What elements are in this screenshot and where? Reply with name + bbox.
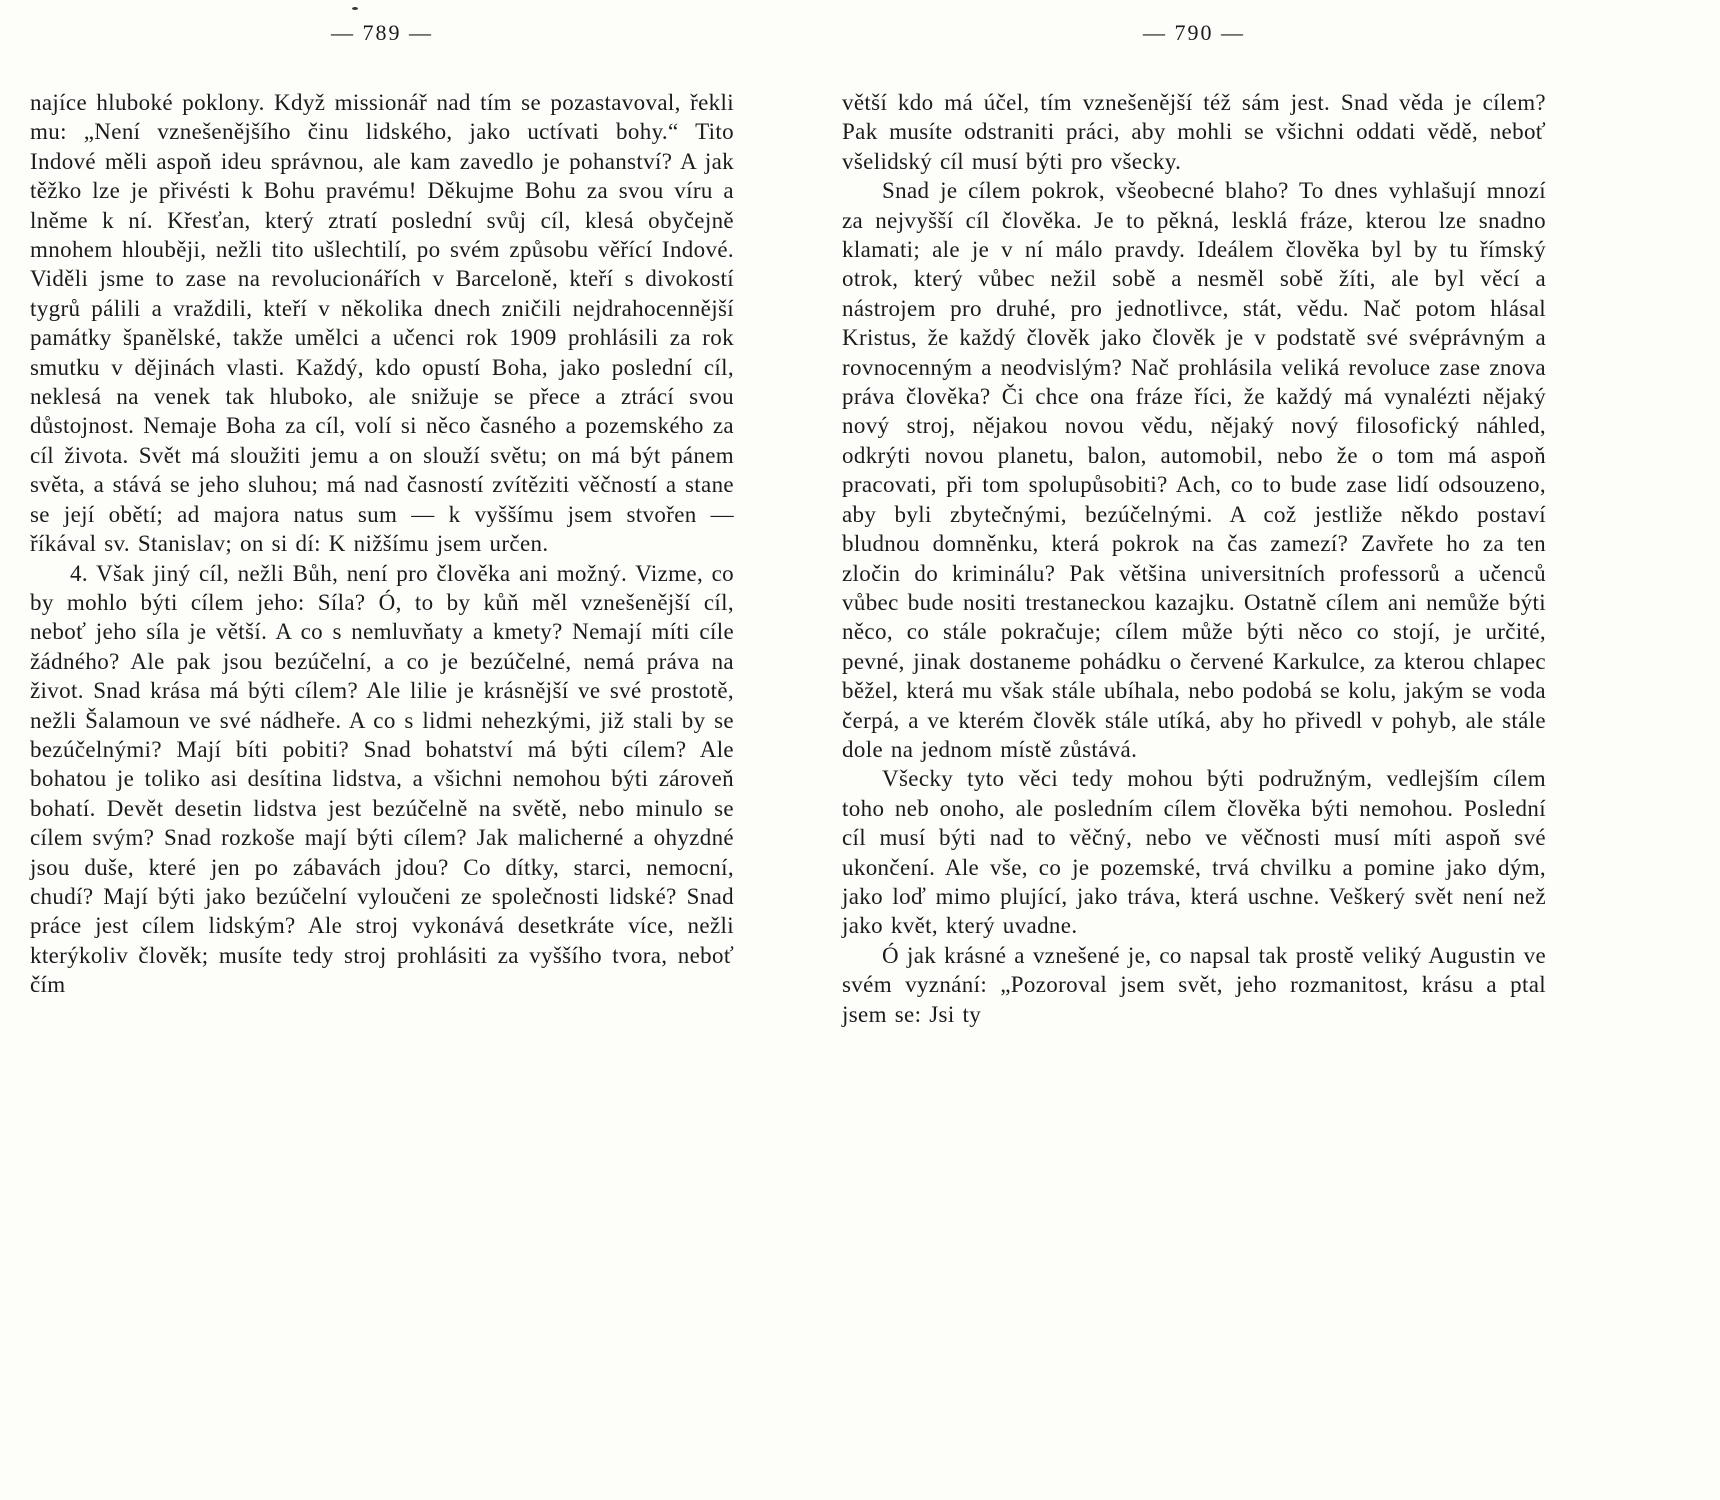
page-body-right	[842, 88, 1546, 1029]
paragraph: Všecky tyto věci tedy mohou býti podružným, vedlejším cílem toho neb onoho, ale posledním cílem člověka býti nemohou. Poslední cíl musí býti nad to věčný, nebo ve věčnosti musí míti aspoň své ukončení. Ale vše, co je pozemské, trvá chvilku a pomine jako dým, jako loď mimo plující, jako tráva, která uschne. Veškerý svět není než jako květ, který uvadne.	[842, 766, 1546, 939]
paragraph: Snad je cílem pokrok, všeobecné blaho? To dnes vyhlašují mnozí za nejvyšší cíl člověka. Je to pěkná, lesklá fráze, kterou lze snadno klamati; ale je v ní málo pravdy. Ideálem člověka byl by tu římský otrok, který vůbec nežil sobě a nesměl sobě žíti, ale byl věcí a nástrojem pro druhé, pro jednotlivce, stát, vědu. Nač potom hlásal Kristus, že každý člověk jako člověk je v podstatě své svéprávným a rovnocenným a neodvislým? Nač prohlásila veliká revoluce zase znova práva člověka? Či chce ona fráze říci, že každý má vynalézti nějaký nový stroj, nějakou novou vědu, nějaký nový filosofický náhled, odkrýti novou planetu, balon, automobil, nebo že o tom má aspoň pracovati, při tom spolupůsobiti? Ach, co to bude zase lidí odsouzeno, aby byli zbytečnými, bezúčelnými. A což jestliže někdo postaví bludnou domněnku, která pokrok na čas zamezí? Zavřete ho za ten zločin do kriminálu? Pak většina universitních professorů a učenců vůbec bude nositi trestaneckou kazajku. Ostatně cílem ani nemůže býti něco, co stále pokračuje; cílem může býti něco co stojí, je určité, pevné, jinak dostaneme pohádku o červené Karkulce, za kterou chlapec běžel, která mu však stále ubíhala, nebo podobá se kolu, jakým se voda čerpá, a ve kterém člověk stále utíká, aby ho přivedl v pohyb, ale stále dole na jednom místě zůstává.	[842, 178, 1546, 762]
paragraph: větší kdo má účel, tím vznešenější též sám jest. Snad věda je cílem? Pak musíte odstraniti práci, aby mohli se všichni oddati vědě, neboť všelidský cíl musí býti pro všecky.	[842, 90, 1546, 174]
page-left	[30, 20, 734, 1000]
page-number-left: — 789 —	[331, 20, 433, 45]
paragraph: Ó jak krásné a vznešené je, co napsal tak prostě veliký Augustin ve svém vyznání: „Pozoroval jsem svět, jeho rozmanitost, krásu a ptal jsem se: Jsi ty	[842, 942, 1546, 1027]
paragraph: najíce hluboké poklony. Když missionář nad tím se pozastavoval, řekli mu: „Není vznešenějšího činu lidského, jako uctívati bohy.“ Tito Indové měli aspoň ideu správnou, ale kam zavedlo je pohanství? A jak těžko lze je přivésti k Bohu pravému! Děkujme Bohu za svou víru a lněme k ní. Křesťan, který ztratí poslední svůj cíl, klesá obyčejně mnohem hlouběji, nežli tito ušlechtilí, po svém způsobu věřící Indové. Viděli jsme to zase na revolucionářích v Barceloně, kteří s divokostí tygrů pálili a vraždili, kteří v několika dnech zničili nejdrahocennější památky španělské, takže umělci a učenci rok 1909 prohlásili za rok smutku v dějinách vlasti. Každý, kdo opustí Boha, jako poslední cíl, neklesá na venek tak hluboko, ale snižuje se přece a ztrácí svou důstojnost. Nemaje Boha za cíl, volí si něco časného a pozemského za cíl života. Svět má sloužiti jemu a on slouží světu; on má být pánem světa, a stává se jeho sluhou; má nad časností zvítěziti věčností a stane se její obětí; ad majora natus sum — k vyššímu jsem stvořen — říkával sv. Stanislav; on si dí: K nižšímu jsem určen.	[30, 90, 734, 557]
page-number-right: — 790 —	[1143, 20, 1245, 45]
paragraph: 4. Však jiný cíl, nežli Bůh, není pro člověka ani možný. Vizme, co by mohlo býti cílem jeho: Síla? Ó, to by kůň měl vznešenější cíl, neboť jeho síla je větší. A co s nemluvňaty a kmety? Nemají míti cíle žádného? Ale pak jsou bezúčelní, a co je bezúčelné, nemá práva na život. Snad krása má býti cílem? Ale lilie je krásnější ve své prostotě, nežli Šalamoun ve své nádheře. A co s lidmi nehezkými, již stali by se bezúčelnými? Mají bíti pobiti? Snad bohatství má býti cílem? Ale bohatou je toliko asi desítina lidstva, a všichni nemohou býti zároveň bohatí. Devět desetin lidstva jest bezúčelně na světě, nebo minulo se cílem svým? Snad rozkoše mají býti cílem? Jak malicherné a ohyzdné jsou duše, které jen po zábavách jdou? Co dítky, starci, nemocní, chudí? Mají býti jako bezúčelní vyloučeni ze společnosti lidské? Snad práce jest cílem lidským? Ale stroj vykonává desetkráte více, nežli kterýkoliv člověk; musíte tedy stroj prohlásiti za vyššího tvora, neboť čím	[30, 560, 734, 998]
print-speck	[352, 7, 358, 10]
page-right	[842, 20, 1546, 1029]
page-body-left	[30, 88, 734, 1000]
